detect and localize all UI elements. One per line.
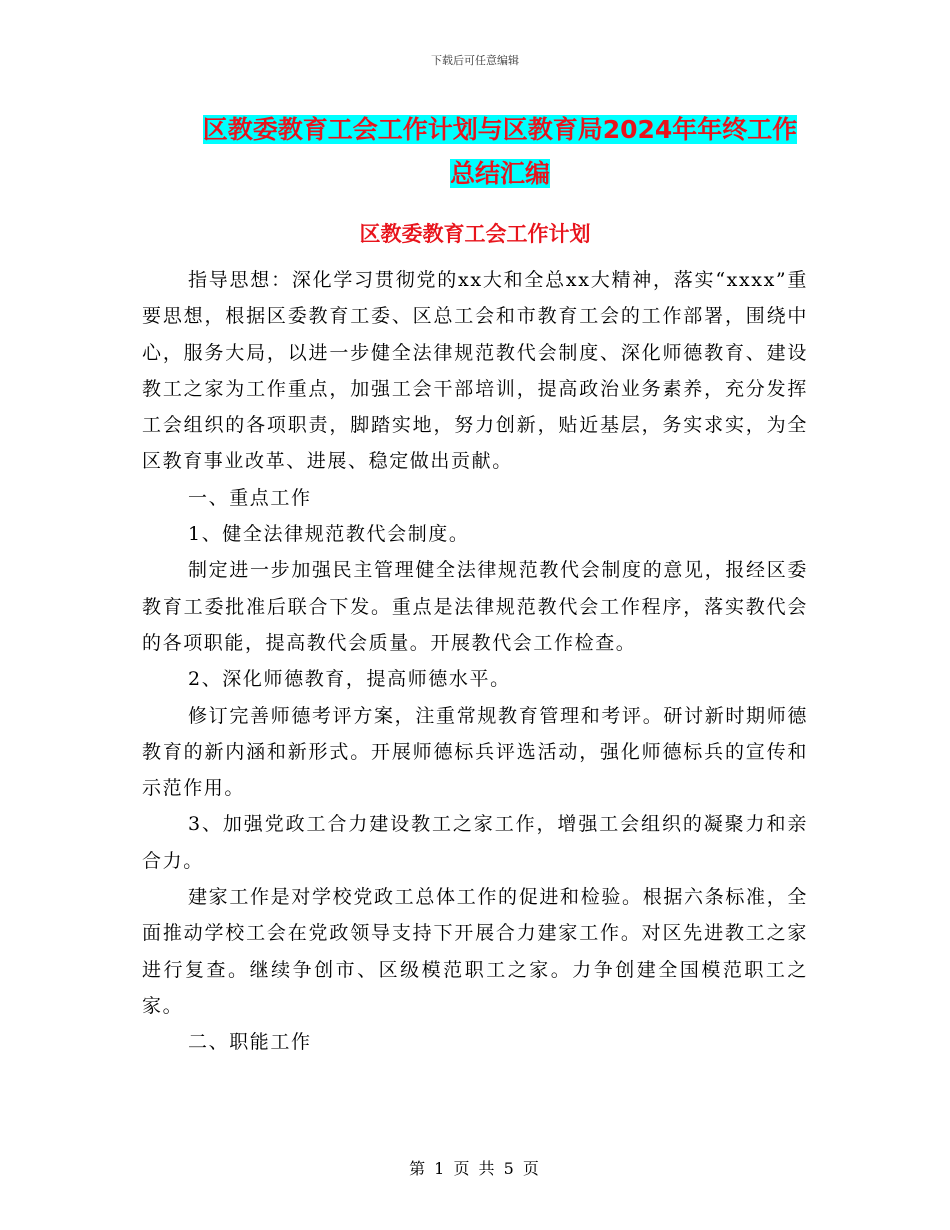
body-text [142,262,808,1061]
paragraph-item-2: 修订完善师德考评方案，注重常规教育管理和考评。研讨新时期师德教育的新内涵和新形式。开展师德标兵评选活动，强化师德标兵的宣传和示范作用。 [142,704,808,800]
heading-key-work: 一、重点工作 [188,486,312,509]
page-number: 第 1 页 共 5 页 [409,1159,541,1178]
paragraph-guiding-thought: 指导思想：深化学习贯彻党的xx大和全总xx大精神，落实“xxxx”重要思想，根据区委教育工委、区总工会和市教育工会的工作部署，围绕中心，服务大局，以进一步健全法律规范教代会制度、深化师德教育、建设教工之家为工作重点，加强工会干部培训，提高政治业务素养，充分发挥工会组织的各项职责，脚踏实地，努力创新，贴近基层，务实求实，为全区教育事业改革、进展、稳定做出贡献。 [142,269,808,473]
item-heading-2: 2、深化师德教育，提高师德水平。 [188,668,511,691]
item-heading-1: 1、健全法律规范教代会制度。 [188,523,470,546]
document-title [150,108,850,196]
paragraph-item-1: 制定进一步加强民主管理健全法律规范教代会制度的意见，报经区委教育工委批准后联合下发。重点是法律规范教代会工作程序，落实教代会的各项职能，提高教代会质量。开展教代会工作检查。 [142,559,808,654]
heading-functional-work: 二、职能工作 [188,1031,312,1054]
item-heading-3: 3、加强党政工合力建设教工之家工作，增强工会组织的凝聚力和亲合力。 [142,813,808,872]
document-title-line-2: 总结汇编 [449,159,550,188]
section-title: 区教委教育工会工作计划 [359,222,591,246]
paragraph-item-3: 建家工作是对学校党政工总体工作的促进和检验。根据六条标准，全面推动学校工会在党政领导支持下开展合力建家工作。对区先进教工之家进行复查。继续争创市、区级模范职工之家。力争创建全国模范职工之家。 [142,886,808,1017]
document-title-line-1: 区教委教育工会工作计划与区教育局2024年年终工作 [202,115,798,144]
header-note: 下载后可任意编辑 [431,54,519,67]
